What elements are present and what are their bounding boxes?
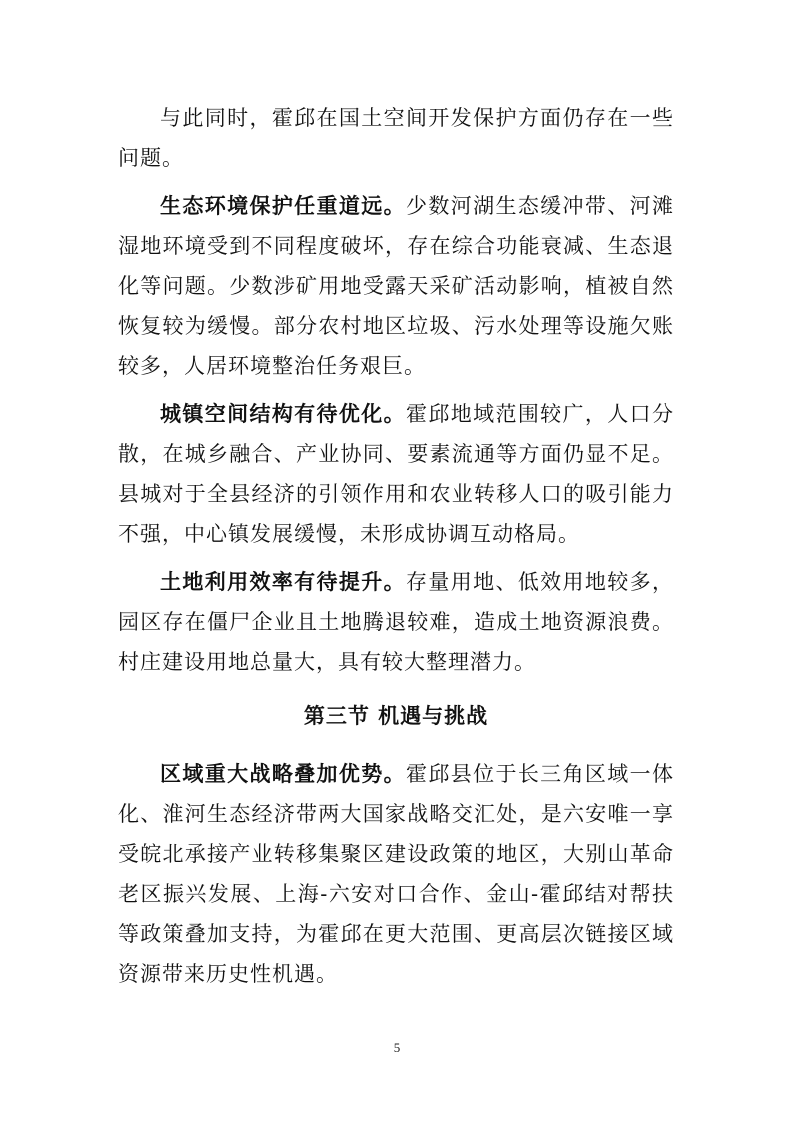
paragraph-lead: 土地利用效率有待提升。: [160, 569, 406, 594]
paragraph-text: 存量用地、低效用地较多，园区存在僵尸企业且土地腾退较难，造成土地资源浪费。村庄建设用地总量大，具有较大整理潜力。: [118, 570, 674, 674]
page-number: 5: [393, 1040, 401, 1055]
paragraph-intro: [118, 98, 674, 178]
paragraph-text: 霍邱地域范围较广，人口分散，在城乡融合、产业协同、要素流通等方面仍显不足。县城对于全县经济的引领作用和农业转移人口的吸引能力不强，中心镇发展缓慢，未形成协调互动格局。: [118, 402, 674, 546]
paragraph-lead: 区域重大战略叠加优势。: [160, 761, 406, 786]
document-body: [118, 98, 674, 994]
paragraph-text: 与此同时，霍邱在国土空间开发保护方面仍存在一些问题。: [118, 106, 674, 170]
paragraph-lead: 生态环境保护任重道远。: [160, 193, 406, 218]
paragraph-regional-strategy: [118, 754, 674, 994]
paragraph-ecology: [118, 186, 674, 386]
paragraph-land-use: [118, 562, 674, 682]
paragraph-text: 少数河湖生态缓冲带、河滩湿地环境受到不同程度破坏，存在综合功能衰减、生态退化等问题。少数涉矿用地受露天采矿活动影响，植被自然恢复较为缓慢。部分农村地区垃圾、污水处理等设施欠账较多，人居环境整治任务艰巨。: [118, 194, 674, 378]
paragraph-urban-structure: [118, 394, 674, 554]
paragraph-text: 霍邱县位于长三角区域一体化、淮河生态经济带两大国家战略交汇处，是六安唯一享受皖北承接产业转移集聚区建设政策的地区，大别山革命老区振兴发展、上海-六安对口合作、金山-霍邱结对帮扶等政策叠加支持，为霍邱在更大范围、更高层次链接区域资源带来历史性机遇。: [118, 762, 674, 986]
section-title: 第三节 机遇与挑战: [303, 704, 489, 728]
paragraph-lead: 城镇空间结构有待优化。: [160, 401, 406, 426]
